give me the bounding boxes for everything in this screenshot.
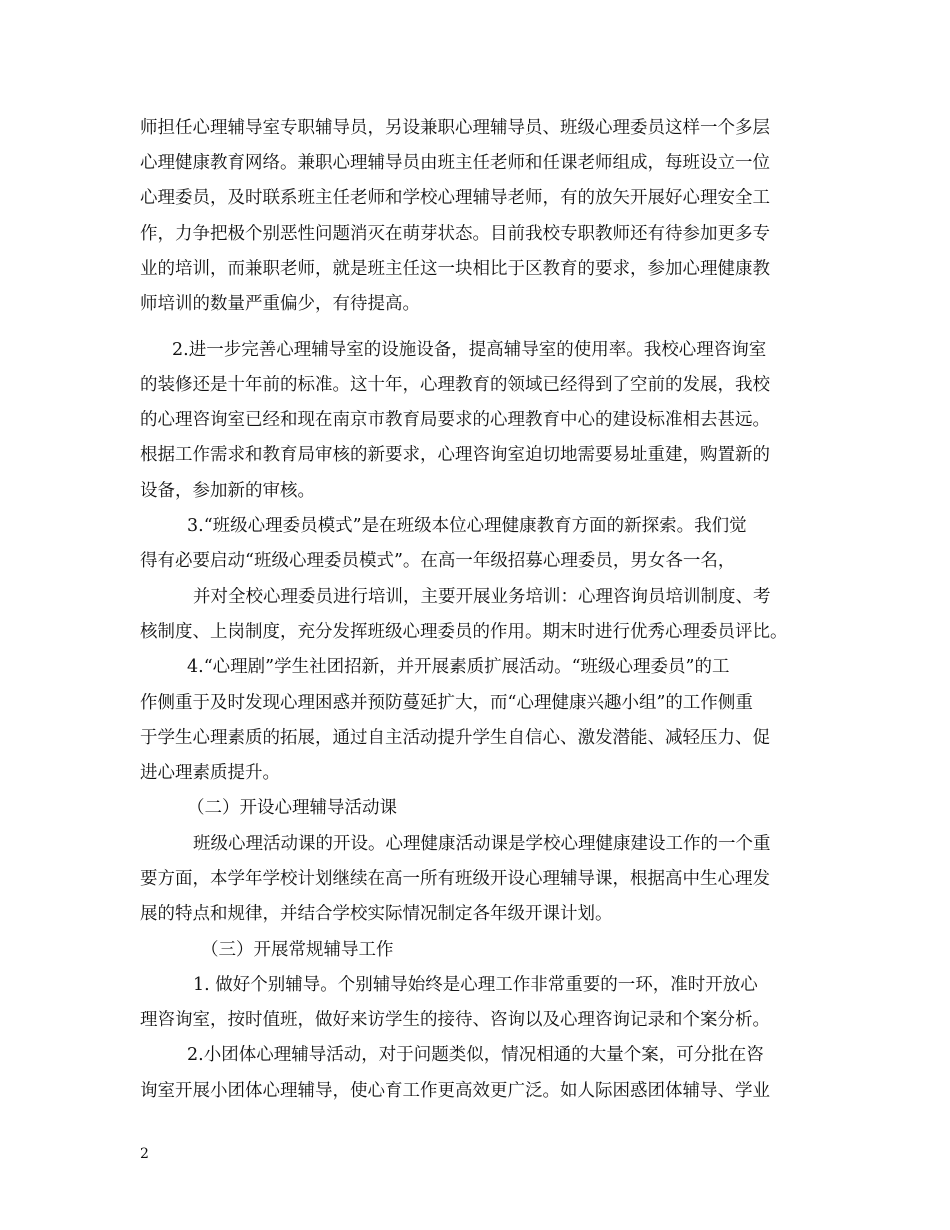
paragraph-line: 师培训的数量严重偏少，有待提高。 (140, 294, 420, 314)
paragraph-line: 理咨询室，按时值班，做好来访学生的接待、咨询以及心理咨询记录和个案分析。 (140, 1010, 770, 1030)
paragraph-line: 设备，参加新的审核。 (140, 481, 315, 501)
paragraph-line: 班级心理活动课的开设。心理健康活动课是学校心理健康建设工作的一个重 (193, 834, 771, 854)
page-number: 2 (140, 1146, 149, 1162)
paragraph-line: 作侧重于及时发现心理困惑并预防蔓延扩大，而“心理健康兴趣小组”的工作侧重 (140, 693, 753, 713)
paragraph-line: 业的培训，而兼职老师，就是班主任这一块相比于区教育的要求，参加心理健康教 (140, 259, 770, 279)
paragraph-line: 根据工作需求和教育局审核的新要求，心理咨询室迫切地需要易址重建，购置新的 (140, 445, 770, 465)
paragraph-line: 3.“班级心理委员模式”是在班级本位心理健康教育方面的新探索。我们觉 (187, 516, 747, 536)
paragraph-line: 于学生心理素质的拓展，通过自主活动提升学生自信心、激发潜能、减轻压力、促 (140, 728, 770, 748)
paragraph-line: 核制度、上岗制度，充分发挥班级心理委员的作用。期末时进行优秀心理委员评比。 (140, 622, 788, 642)
paragraph-line: 1. 做好个别辅导。个别辅导始终是心理工作非常重要的一环，准时开放心 (193, 975, 758, 995)
paragraph-line: 询室开展小团体心理辅导，使心育工作更高效更广泛。如人际困惑团体辅导、学业 (140, 1081, 770, 1101)
paragraph-line: 得有必要启动“班级心理委员模式”。在高一年级招募心理委员，男女各一名， (140, 551, 736, 571)
paragraph-line: 的装修还是十年前的标准。这十年，心理教育的领域已经得到了空前的发展，我校 (140, 375, 770, 395)
paragraph-line: 进心理素质提升。 (140, 763, 280, 783)
paragraph-line: 心理健康教育网络。兼职心理辅导员由班主任老师和任课老师组成，每班设立一位 (140, 153, 770, 173)
section-heading: （三）开展常规辅导工作 (201, 940, 394, 960)
paragraph-line: 心理委员，及时联系班主任老师和学校心理辅导老师，有的放矢开展好心理安全工 (140, 188, 770, 208)
paragraph-line: 的心理咨询室已经和现在南京市教育局要求的心理教育中心的建设标准相去甚远。 (140, 410, 770, 430)
paragraph-line: 并对全校心理委员进行培训，主要开展业务培训：心理咨询员培训制度、考 (193, 587, 771, 607)
paragraph-line: 4.“心理剧”学生社团招新，并开展素质扩展活动。“班级心理委员”的工 (187, 657, 730, 677)
paragraph-line: 师担任心理辅导室专职辅导员，另设兼职心理辅导员、班级心理委员这样一个多层 (140, 118, 770, 138)
paragraph-line: 要方面，本学年学校计划继续在高一所有班级开设心理辅导课，根据高中生心理发 (140, 869, 770, 889)
paragraph-line: 展的特点和规律，并结合学校实际情况制定各年级开课计划。 (140, 904, 613, 924)
paragraph-line: 2.小团体心理辅导活动，对于问题类似，情况相通的大量个案，可分批在咨 (187, 1045, 764, 1065)
paragraph-line: 作，力争把极个别恶性问题消灭在萌芽状态。目前我校专职教师还有待参加更多专 (140, 224, 770, 244)
paragraph-line: 2.进一步完善心理辅导室的设施设备，提高辅导室的使用率。我校心理咨询室 (172, 340, 767, 360)
section-heading: （二）开设心理辅导活动课 (187, 798, 397, 818)
